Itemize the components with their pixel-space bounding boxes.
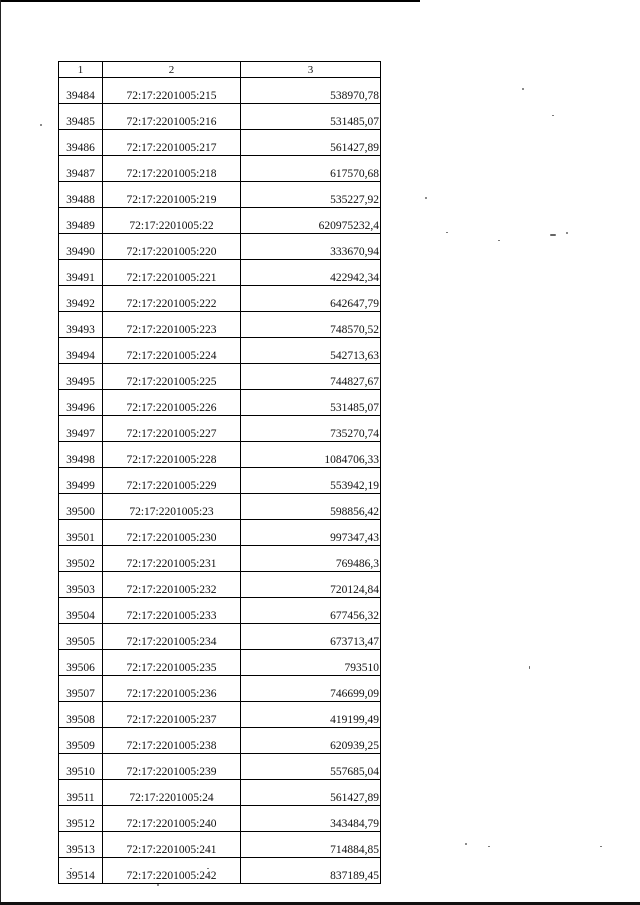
cadastral-number-cell: 72:17:2201005:22 — [103, 208, 241, 234]
table-row — [59, 468, 381, 494]
cadastral-number-cell: 72:17:2201005:240 — [103, 806, 241, 832]
cadastral-number-cell: 72:17:2201005:238 — [103, 728, 241, 754]
cadastral-number-cell: 72:17:2201005:230 — [103, 520, 241, 546]
table-row — [59, 364, 381, 390]
scan-speck — [552, 115, 554, 116]
row-number-cell: 39486 — [59, 130, 103, 156]
table-row — [59, 78, 381, 104]
cadastral-number-cell: 72:17:2201005:233 — [103, 598, 241, 624]
cadastral-number-cell: 72:17:2201005:239 — [103, 754, 241, 780]
row-number-cell: 39504 — [59, 598, 103, 624]
row-number-cell: 39507 — [59, 676, 103, 702]
cadastral-value-cell: 673713,47 — [241, 624, 381, 650]
table-row — [59, 858, 381, 884]
table-row — [59, 156, 381, 182]
cadastral-value-cell: 793510 — [241, 650, 381, 676]
row-number-cell: 39494 — [59, 338, 103, 364]
page-top-rule — [0, 0, 420, 2]
row-number-cell: 39501 — [59, 520, 103, 546]
cadastral-number-cell: 72:17:2201005:225 — [103, 364, 241, 390]
cadastral-number-cell: 72:17:2201005:229 — [103, 468, 241, 494]
cadastral-number-cell: 72:17:2201005:216 — [103, 104, 241, 130]
table-row — [59, 598, 381, 624]
scan-speck — [157, 884, 159, 886]
table-row — [59, 442, 381, 468]
row-number-cell: 39485 — [59, 104, 103, 130]
cadastral-number-cell: 72:17:2201005:222 — [103, 286, 241, 312]
table-row — [59, 806, 381, 832]
scan-speck — [40, 124, 42, 126]
cadastral-value-cell: 531485,07 — [241, 390, 381, 416]
cadastral-value-cell: 333670,94 — [241, 234, 381, 260]
cadastral-value-cell: 531485,07 — [241, 104, 381, 130]
table-row — [59, 390, 381, 416]
cadastral-number-cell: 72:17:2201005:215 — [103, 78, 241, 104]
row-number-cell: 39491 — [59, 260, 103, 286]
cadastral-value-cell: 561427,89 — [241, 780, 381, 806]
cadastral-number-cell: 72:17:2201005:242 — [103, 858, 241, 884]
table-row — [59, 832, 381, 858]
table-row — [59, 624, 381, 650]
cadastral-number-cell: 72:17:2201005:224 — [103, 338, 241, 364]
table-row — [59, 650, 381, 676]
cadastral-number-cell: 72:17:2201005:217 — [103, 130, 241, 156]
table-row — [59, 286, 381, 312]
table-row — [59, 754, 381, 780]
cadastral-value-cell: 620975232,4 — [241, 208, 381, 234]
row-number-cell: 39497 — [59, 416, 103, 442]
page-left-edge — [0, 0, 1, 905]
cadastral-value-cell: 542713,63 — [241, 338, 381, 364]
scan-speck — [446, 232, 448, 233]
cadastral-number-cell: 72:17:2201005:231 — [103, 546, 241, 572]
row-number-cell: 39510 — [59, 754, 103, 780]
cadastral-number-cell: 72:17:2201005:223 — [103, 312, 241, 338]
row-number-cell: 39487 — [59, 156, 103, 182]
cadastral-value-cell: 343484,79 — [241, 806, 381, 832]
table-row — [59, 182, 381, 208]
row-number-cell: 39508 — [59, 702, 103, 728]
scan-speck — [488, 846, 490, 847]
cadastral-number-cell: 72:17:2201005:235 — [103, 650, 241, 676]
row-number-cell: 39495 — [59, 364, 103, 390]
scan-speck — [465, 843, 467, 845]
table-body — [59, 78, 381, 884]
row-number-cell: 39498 — [59, 442, 103, 468]
cadastral-value-table — [58, 61, 381, 884]
table-row — [59, 702, 381, 728]
cadastral-value-cell: 677456,32 — [241, 598, 381, 624]
scan-speck — [425, 197, 427, 199]
cadastral-value-cell: 557685,04 — [241, 754, 381, 780]
scan-speck — [498, 240, 500, 241]
cadastral-value-cell: 769486,3 — [241, 546, 381, 572]
row-number-cell: 39488 — [59, 182, 103, 208]
table-row — [59, 494, 381, 520]
row-number-cell: 39490 — [59, 234, 103, 260]
table-row — [59, 104, 381, 130]
cadastral-value-cell: 837189,45 — [241, 858, 381, 884]
cadastral-value-cell: 617570,68 — [241, 156, 381, 182]
row-number-cell: 39492 — [59, 286, 103, 312]
cadastral-number-cell: 72:17:2201005:221 — [103, 260, 241, 286]
row-number-cell: 39506 — [59, 650, 103, 676]
row-number-cell: 39513 — [59, 832, 103, 858]
row-number-cell: 39509 — [59, 728, 103, 754]
cadastral-value-cell: 735270,74 — [241, 416, 381, 442]
cadastral-value-cell: 748570,52 — [241, 312, 381, 338]
cadastral-value-cell: 997347,43 — [241, 520, 381, 546]
scan-speck — [529, 666, 530, 669]
cadastral-number-cell: 72:17:2201005:220 — [103, 234, 241, 260]
scan-speck — [566, 232, 568, 234]
row-number-cell: 39512 — [59, 806, 103, 832]
cadastral-number-cell: 72:17:2201005:241 — [103, 832, 241, 858]
table-row — [59, 546, 381, 572]
cadastral-value-cell: 422942,34 — [241, 260, 381, 286]
cadastral-number-cell: 72:17:2201005:232 — [103, 572, 241, 598]
table-header-row — [59, 62, 381, 78]
cadastral-number-cell: 72:17:2201005:226 — [103, 390, 241, 416]
cadastral-number-cell: 72:17:2201005:24 — [103, 780, 241, 806]
row-number-cell: 39505 — [59, 624, 103, 650]
row-number-cell: 39500 — [59, 494, 103, 520]
scan-speck — [522, 88, 524, 90]
cadastral-value-cell: 744827,67 — [241, 364, 381, 390]
cadastral-value-cell: 561427,89 — [241, 130, 381, 156]
scan-speck — [600, 846, 602, 847]
row-number-cell: 39503 — [59, 572, 103, 598]
cadastral-value-cell: 642647,79 — [241, 286, 381, 312]
cadastral-number-cell: 72:17:2201005:219 — [103, 182, 241, 208]
table-row — [59, 520, 381, 546]
row-number-cell: 39489 — [59, 208, 103, 234]
cadastral-number-cell: 72:17:2201005:227 — [103, 416, 241, 442]
cadastral-number-cell: 72:17:2201005:228 — [103, 442, 241, 468]
table-row — [59, 728, 381, 754]
cadastral-value-cell: 620939,25 — [241, 728, 381, 754]
row-number-cell: 39496 — [59, 390, 103, 416]
cadastral-value-cell: 419199,49 — [241, 702, 381, 728]
header-col-1: 1 — [59, 62, 103, 78]
cadastral-value-cell: 746699,09 — [241, 676, 381, 702]
table-row — [59, 676, 381, 702]
row-number-cell: 39484 — [59, 78, 103, 104]
cadastral-value-cell: 714884,85 — [241, 832, 381, 858]
table-row — [59, 416, 381, 442]
cadastral-number-cell: 72:17:2201005:237 — [103, 702, 241, 728]
header-col-3: 3 — [241, 62, 381, 78]
header-col-2: 2 — [103, 62, 241, 78]
cadastral-value-cell: 538970,78 — [241, 78, 381, 104]
cadastral-value-cell: 598856,42 — [241, 494, 381, 520]
table-row — [59, 780, 381, 806]
cadastral-value-cell: 553942,19 — [241, 468, 381, 494]
cadastral-value-cell: 535227,92 — [241, 182, 381, 208]
row-number-cell: 39511 — [59, 780, 103, 806]
cadastral-value-cell: 720124,84 — [241, 572, 381, 598]
cadastral-number-cell: 72:17:2201005:234 — [103, 624, 241, 650]
cadastral-number-cell: 72:17:2201005:218 — [103, 156, 241, 182]
table-row — [59, 338, 381, 364]
row-number-cell: 39514 — [59, 858, 103, 884]
cadastral-number-cell: 72:17:2201005:236 — [103, 676, 241, 702]
row-number-cell: 39499 — [59, 468, 103, 494]
table-row — [59, 572, 381, 598]
cadastral-number-cell: 72:17:2201005:23 — [103, 494, 241, 520]
table-row — [59, 208, 381, 234]
row-number-cell: 39493 — [59, 312, 103, 338]
scan-speck — [550, 234, 556, 236]
table-row — [59, 312, 381, 338]
row-number-cell: 39502 — [59, 546, 103, 572]
cadastral-value-cell: 1084706,33 — [241, 442, 381, 468]
table-row — [59, 234, 381, 260]
table-row — [59, 260, 381, 286]
table-row — [59, 130, 381, 156]
